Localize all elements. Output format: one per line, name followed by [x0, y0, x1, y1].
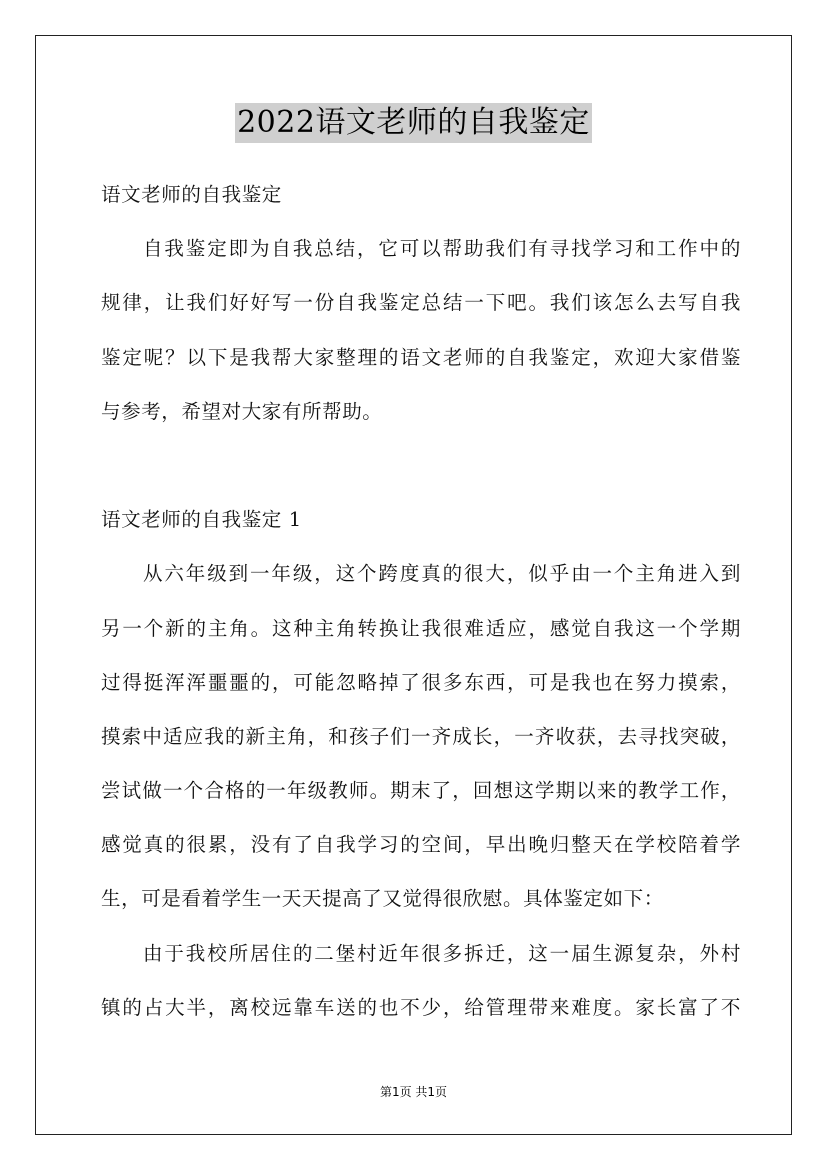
document-title: 2022语文老师的自我鉴定	[235, 103, 592, 143]
section-heading: 语文老师的自我鉴定	[101, 183, 282, 206]
page-number: 第1页 共1页	[379, 1085, 448, 1099]
paragraph-line: 生，可是看着学生一天天提高了又觉得很欣慰。具体鉴定如下：	[101, 887, 664, 911]
paragraph-line: 尝试做一个合格的一年级教师。期末了，回想这学期以来的教学工作，	[101, 779, 741, 803]
paragraph-line: 从六年级到一年级，这个跨度真的很大，似乎由一个主角进入到	[143, 562, 741, 586]
page-footer	[0, 1083, 827, 1100]
paragraph-line: 摸索中适应我的新主角，和孩子们一齐成长，一齐收获，去寻找突破，	[101, 724, 741, 748]
paragraph-line: 过得挺浑浑噩噩的，可能忽略掉了很多东西，可是我也在努力摸索，	[101, 670, 741, 694]
blank-line	[101, 439, 741, 493]
paragraph-line: 由于我校所居住的二堡村近年很多拆迁，这一届生源复杂，外村	[143, 941, 741, 965]
paragraph-line: 自我鉴定即为自我总结，它可以帮助我们有寻找学习和工作中的	[143, 237, 741, 261]
paragraph-line: 规律，让我们好好写一份自我鉴定总结一下吧。我们该怎么去写自我	[101, 291, 741, 315]
paragraph-line: 鉴定呢？以下是我帮大家整理的语文老师的自我鉴定，欢迎大家借鉴	[101, 345, 741, 369]
section-heading: 语文老师的自我鉴定 1	[101, 508, 302, 532]
paragraph-line: 另一个新的主角。这种主角转换让我很难适应，感觉自我这一个学期	[101, 616, 741, 640]
paragraph-line: 与参考，希望对大家有所帮助。	[101, 399, 383, 423]
paragraph-line: 感觉真的很累，没有了自我学习的空间，早出晚归整天在学校陪着学	[101, 833, 741, 857]
paragraph-line: 镇的占大半，离校远靠车送的也不少，给管理带来难度。家长富了不	[101, 995, 741, 1019]
title-container	[0, 103, 827, 143]
document-body	[101, 168, 741, 1035]
